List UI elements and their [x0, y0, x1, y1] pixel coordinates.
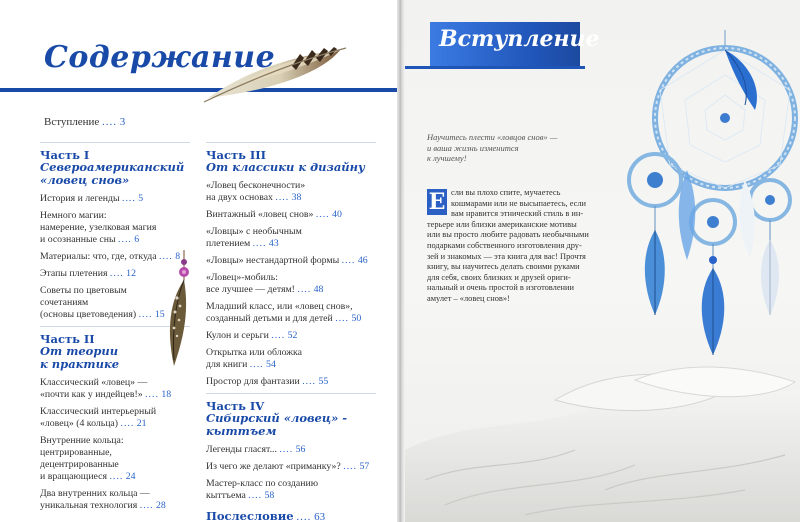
toc-entry-label: Вступление	[44, 116, 100, 128]
toc-entry-label: «Ловец»-мобиль:	[206, 272, 278, 283]
toc-entry-label: Кулон и серьги	[206, 330, 269, 341]
toc-entry-label: История и легенды	[40, 193, 120, 204]
toc-page-number: 54	[266, 359, 276, 370]
toc-dots: ....	[159, 251, 173, 262]
toc-page-number: 6	[134, 234, 140, 245]
toc-entry-label: «ловец» (4 кольца)	[40, 418, 119, 429]
toc-dots: ....	[139, 500, 154, 511]
toc-entry-label: Советы по цветовым	[40, 285, 127, 296]
toc-page-number: 56	[295, 444, 306, 455]
toc-entry-afterword[interactable]	[206, 510, 376, 522]
toc-dots: ....	[302, 376, 316, 387]
toc-dots: ....	[343, 461, 357, 472]
toc-entry[interactable]	[206, 444, 376, 456]
drop-cap: Е	[428, 189, 446, 215]
toc-entry-label: Мастер-класс по созданию	[206, 478, 319, 489]
part-subtitle-line: От теории	[40, 344, 119, 358]
toc-entry[interactable]	[206, 478, 376, 502]
toc-entry[interactable]	[40, 210, 190, 246]
toc-entry-label: уникальная технология	[40, 500, 138, 511]
paragraph-line: для себя, своих близких и друзей ориги-	[427, 272, 571, 282]
toc-dots: ....	[296, 511, 312, 522]
toc-entry-label: и вращающиеся	[40, 471, 108, 482]
toc-entry-label: Классический «ловец» —	[40, 377, 148, 388]
toc-dots: ....	[248, 490, 263, 501]
epigraph	[427, 132, 577, 164]
toc-entry-label: Винтажный «ловец снов»	[206, 209, 314, 220]
toc-page-number: 28	[156, 500, 166, 511]
toc-entry-label: Материалы: что, где, откуда	[40, 251, 157, 262]
toc-page-number: 15	[154, 309, 165, 320]
toc-page-number: 43	[268, 238, 279, 249]
toc-dots: ....	[145, 389, 159, 400]
toc-entry-label: Открытка или обложка	[206, 347, 303, 358]
toc-entry-label: Послесловие	[206, 509, 294, 522]
toc-entry[interactable]	[206, 255, 376, 267]
toc-entry-label: Легенды гласят...	[206, 444, 277, 455]
contents-title: Содержание	[44, 40, 276, 75]
toc-dots: ....	[249, 359, 264, 370]
toc-entry[interactable]	[206, 209, 376, 221]
toc-entry-label: созданный детьми и для детей	[206, 313, 333, 324]
toc-page-number: 40	[332, 209, 342, 220]
toc-entry-label: на двух основах	[206, 192, 273, 203]
toc-dots: ....	[252, 238, 267, 249]
toc-page-number: 58	[264, 490, 275, 501]
toc-page-number: 5	[138, 193, 144, 204]
toc-entry[interactable]	[206, 376, 376, 388]
paragraph-line: кошмарами или не высыпаетесь, если	[451, 198, 587, 208]
epigraph-line: и ваша жизнь изменится	[427, 142, 519, 153]
toc-dots: ....	[118, 234, 132, 245]
toc-entry-label: Классический интерьерный	[40, 406, 157, 417]
part-subtitle	[40, 161, 190, 187]
toc-entry-label: все лучшее — детям!	[206, 284, 295, 295]
bedding-photo	[405, 330, 800, 522]
dreamcatcher-photo	[595, 30, 800, 360]
toc-dots: ....	[120, 418, 135, 429]
part-subtitle-line: От классики к дизайну	[206, 160, 365, 174]
toc-entry[interactable]	[206, 272, 376, 296]
toc-entry[interactable]	[40, 488, 190, 512]
toc-dots: ....	[279, 444, 294, 455]
part-subtitle	[206, 412, 376, 438]
introduction-title: Вступление	[439, 26, 600, 52]
paragraph-line: сли вы плохо спите, мучаетесь	[451, 188, 561, 197]
toc-dots: ....	[297, 284, 312, 295]
toc-page-number: 38	[291, 192, 302, 203]
toc-entry-label: «почти как у индейцев!»	[40, 389, 143, 400]
paragraph-line: амулет – «ловец снов»!	[427, 293, 510, 303]
toc-entry-label: кыттъема	[206, 490, 246, 501]
toc-page-number: 50	[351, 313, 362, 324]
toc-dots: ....	[138, 309, 153, 320]
toc-page-number: 3	[119, 116, 126, 128]
contents-page	[0, 0, 398, 522]
toc-entry[interactable]	[206, 330, 376, 342]
feather-illustration	[200, 36, 350, 106]
toc-entry[interactable]	[40, 435, 190, 483]
toc-entry-label: «Ловцы» с необычным	[206, 226, 302, 237]
beaded-feather-illustration	[160, 250, 202, 370]
toc-dots: ....	[271, 330, 286, 341]
introduction-paragraph	[427, 188, 599, 305]
toc-dots: ....	[122, 193, 136, 204]
divider	[40, 142, 190, 143]
toc-entry-label: Этапы плетения	[40, 268, 108, 279]
toc-entry[interactable]	[40, 377, 190, 401]
toc-entry[interactable]	[206, 347, 376, 371]
toc-entry-label: (основы цветоведения)	[40, 309, 137, 320]
epigraph-line: Научитесь плести «ловцов снов» —	[427, 132, 558, 142]
toc-entry-label: и осознанные сны	[40, 234, 116, 245]
toc-page-number: 57	[359, 461, 370, 472]
part-heading: Часть II	[40, 332, 95, 346]
part-subtitle-line: кыттъем	[206, 424, 277, 438]
toc-entry[interactable]	[206, 226, 376, 250]
toc-dots: ....	[275, 192, 290, 203]
toc-page-number: 8	[175, 251, 181, 262]
toc-entry-label: децентрированные	[40, 459, 119, 470]
toc-entry-label: Два внутренних кольца —	[40, 488, 150, 499]
toc-dots: ....	[315, 209, 330, 220]
toc-page-number: 63	[314, 511, 326, 522]
toc-entry-label: для книги	[206, 359, 248, 370]
toc-entry[interactable]	[206, 461, 376, 473]
paragraph-line: нальный и очень простой в изготовлении	[427, 283, 574, 293]
toc-entry-label: Внутренние кольца:	[40, 435, 124, 446]
book-gutter	[397, 0, 405, 522]
toc-page-number: 12	[126, 268, 136, 279]
toc-page-number: 52	[287, 330, 298, 341]
toc-entry-label: «Ловец бесконечности»	[206, 180, 306, 191]
toc-page-number: 46	[357, 255, 368, 266]
paragraph-line: терьере или близки американские мотивы	[427, 219, 577, 229]
title-underline	[405, 66, 585, 69]
toc-dots: ....	[335, 313, 349, 324]
toc-entry-label: намерение, узелковая магия	[40, 222, 157, 233]
toc-entry[interactable]	[206, 301, 376, 325]
toc-entry-label: Немного магии:	[40, 210, 107, 221]
toc-dots: ....	[109, 471, 124, 482]
part-heading: Часть IV	[206, 399, 265, 413]
toc-entry[interactable]	[40, 406, 190, 430]
divider	[206, 142, 376, 143]
part-heading: Часть III	[206, 148, 267, 162]
paragraph-line: вам нравится этнический стиль в ин-	[451, 209, 584, 219]
toc-entry[interactable]	[206, 180, 376, 204]
toc-entry-label: Из чего же делают «приманку»?	[206, 461, 341, 472]
paragraph-line: подарками собственного изготовления дру-	[427, 240, 582, 250]
divider	[206, 393, 376, 394]
toc-dots: ....	[341, 255, 356, 266]
toc-entry-label: Простор для фантазии	[206, 376, 300, 387]
toc-column-right	[206, 138, 376, 522]
toc-dots: ....	[102, 116, 118, 128]
part-subtitle-line: Сибирский «ловец» -	[206, 411, 348, 425]
toc-entry-intro[interactable]	[44, 116, 125, 128]
toc-entry-label: сочетаниям	[40, 297, 89, 308]
toc-page-number: 21	[136, 418, 147, 429]
part-subtitle-line: «ловец снов»	[40, 173, 130, 187]
toc-page-number: 18	[161, 389, 172, 400]
toc-entry-label: плетением	[206, 238, 251, 249]
introduction-page	[405, 0, 800, 522]
toc-entry-label: центрированные,	[40, 447, 112, 458]
toc-page-number: 24	[125, 471, 136, 482]
paragraph-line: книгу, вы научитесь делать своими руками	[427, 262, 580, 272]
paragraph-line: зей и знакомых — эта книга для вас! Прочтя	[427, 251, 586, 261]
toc-entry[interactable]	[40, 193, 190, 205]
part-subtitle	[206, 161, 376, 174]
toc-page-number: 55	[318, 376, 329, 387]
toc-page-number: 48	[313, 284, 324, 295]
part-subtitle-line: к практике	[40, 357, 120, 371]
paragraph-line: или вы просто любите радовать необычными	[427, 230, 589, 240]
part-heading: Часть I	[40, 148, 90, 162]
toc-dots: ....	[109, 268, 124, 279]
toc-entry-label: «Ловцы» нестандартной формы	[206, 255, 340, 266]
epigraph-line: к лучшему!	[427, 153, 467, 163]
part-subtitle-line: Североамериканский	[40, 160, 185, 174]
toc-entry-label: Младший класс, или «ловец снов»,	[206, 301, 353, 312]
